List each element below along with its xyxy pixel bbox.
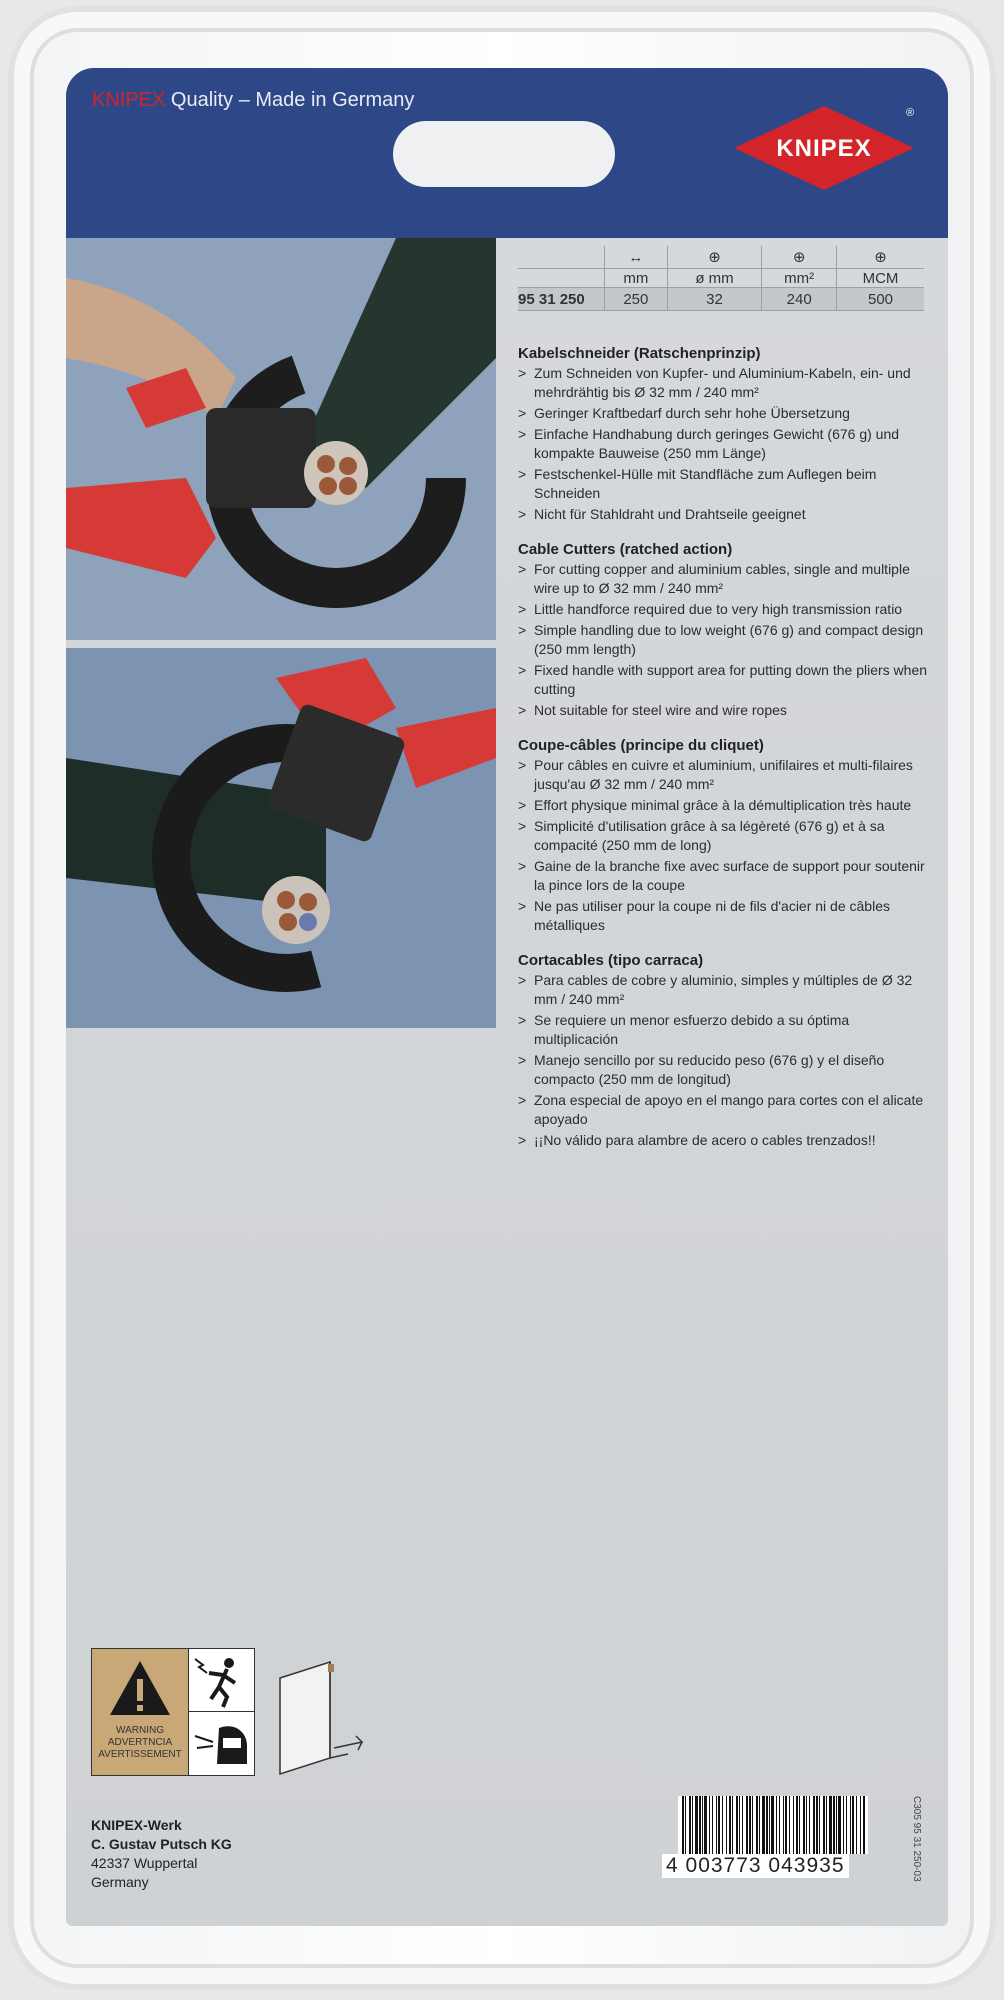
warning-line: WARNING [116,1725,164,1736]
spec-value-row [518,288,924,311]
list-item: > Zum Schneiden von Kupfer- und Aluminium-Kabeln, ein- und mehrdrähtig bis Ø 32 mm / 240 mm² [518,364,928,402]
manufacturer-address [91,1816,232,1892]
list-item: > Geringer Kraftbedarf durch sehr hohe Übersetzung [518,404,928,423]
description-text [518,344,928,1166]
section-title: Kabelschneider (Ratschenprinzip) [518,345,761,362]
list-item: > Gaine de la branche fixe avec surface de support pour soutenir la pince lors de la coupe [518,857,928,895]
list-item: > Manejo sencillo por su reducido peso (676 g) y el diseño compacto (250 mm de longitud) [518,1051,928,1089]
company-name: KNIPEX-Werk [91,1817,182,1833]
warning-panel [92,1649,189,1775]
knipex-logo [726,98,922,198]
product-photo-hand [66,238,496,640]
spec-unit-row [518,269,924,288]
list-item: > Nicht für Stahldraht und Drahtseile geeignet [518,505,928,524]
warning-line: AVERTISSEMENT [98,1749,182,1760]
list-item: > Simple handling due to low weight (676 g) and compact design (250 mm length) [518,621,928,659]
value-cell: 32 [667,288,762,311]
logo-text: KNIPEX [776,135,872,162]
cable-cross-section-2 [262,876,330,944]
list-item: > ¡¡No válido para alambre de acero o cables trenzados!! [518,1131,928,1150]
cable-diameter-icon: ⊕ [667,246,762,269]
spec-icon-row [518,246,924,269]
section-french [518,736,928,935]
article-number: 95 31 250 [518,288,605,311]
hang-hole [393,121,615,187]
eye-protection-icon [189,1712,254,1775]
list-item: > Ne pas utiliser pour la coupe ni de fils d'acier ni de câbles métalliques [518,897,928,935]
list-item: > Einfache Handhabung durch geringes Gewicht (676 g) und kompakte Bauweise (250 mm Länge) [518,425,928,463]
unit-cell: mm [605,269,668,288]
header-band [66,68,948,238]
section-title: Coupe-câbles (principe du cliquet) [518,737,764,754]
list-item: > Simplicité d'utilisation grâce à sa légèreté (676 g) et à sa compacité (250 mm de long) [518,817,928,855]
list-item: > Festschenkel-Hülle mit Standfläche zum Auflegen beim Schneiden [518,465,928,503]
value-cell: 240 [762,288,837,311]
company-city: 42337 Wuppertal [91,1855,198,1871]
company-country: Germany [91,1874,149,1890]
list-item: > Effort physique minimal grâce à la démultiplication très haute [518,796,928,815]
warning-line: ADVERTNCIA [107,1737,173,1748]
warning-text [92,1725,188,1761]
list-item: > Para cables de cobre y aluminio, simples y múltiples de Ø 32 mm / 240 mm² [518,971,928,1009]
section-title: Cortacables (tipo carraca) [518,952,704,969]
section-title: Cable Cutters (ratched action) [518,541,733,558]
tagline-text: Quality – Made in Germany [165,89,415,111]
section-spanish [518,951,928,1150]
product-photo-cutting [66,648,496,1028]
section-german [518,344,928,524]
unit-cell: mm² [762,269,837,288]
product-card [66,68,948,1926]
barcode-image [678,1796,868,1854]
warning-triangle-icon [92,1649,188,1725]
list-item: > Zona especial de apoyo en el mango para cortes con el alicate apoyado [518,1091,928,1129]
tagline [92,89,414,112]
list-item: > Little handforce required due to very high transmission ratio [518,600,928,619]
warning-block [91,1648,255,1776]
section-english [518,540,928,720]
list-item: > Not suitable for steel wire and wire ropes [518,701,928,720]
unit-cell: ø mm [667,269,762,288]
cable-mcm-icon: ⊕ [837,246,925,269]
tagline-brand: KNIPEX [92,89,166,111]
list-item: > Pour câbles en cuivre et aluminium, unifilaires et multi-filaires jusqu'au Ø 32 mm / 240 mm² [518,756,928,794]
electric-shock-icon [189,1649,254,1712]
unit-cell: MCM [837,269,925,288]
read-manual-icon [278,1658,368,1778]
cable-cross-section [304,441,368,505]
cable-section-icon: ⊕ [762,246,837,269]
list-item: > For cutting copper and aluminium cables, single and multiple wire up to Ø 32 mm / 240 mm² [518,560,928,598]
company-owner: C. Gustav Putsch KG [91,1836,232,1852]
value-cell: 250 [605,288,668,311]
blister-packaging [8,6,996,1990]
cutter-head [206,408,316,508]
list-item: > Fixed handle with support area for putting down the pliers when cutting [518,661,928,699]
list-item: > Se requiere un menor esfuerzo debido a su óptima multiplicación [518,1011,928,1049]
logo-registered-mark: ® [905,107,915,119]
print-code: C305 95 31 250-03 [911,1796,922,1882]
value-cell: 500 [837,288,925,311]
barcode-number: 4 003773 043935 [662,1854,849,1878]
spec-table [518,246,924,311]
length-icon: ↔ [605,246,668,269]
